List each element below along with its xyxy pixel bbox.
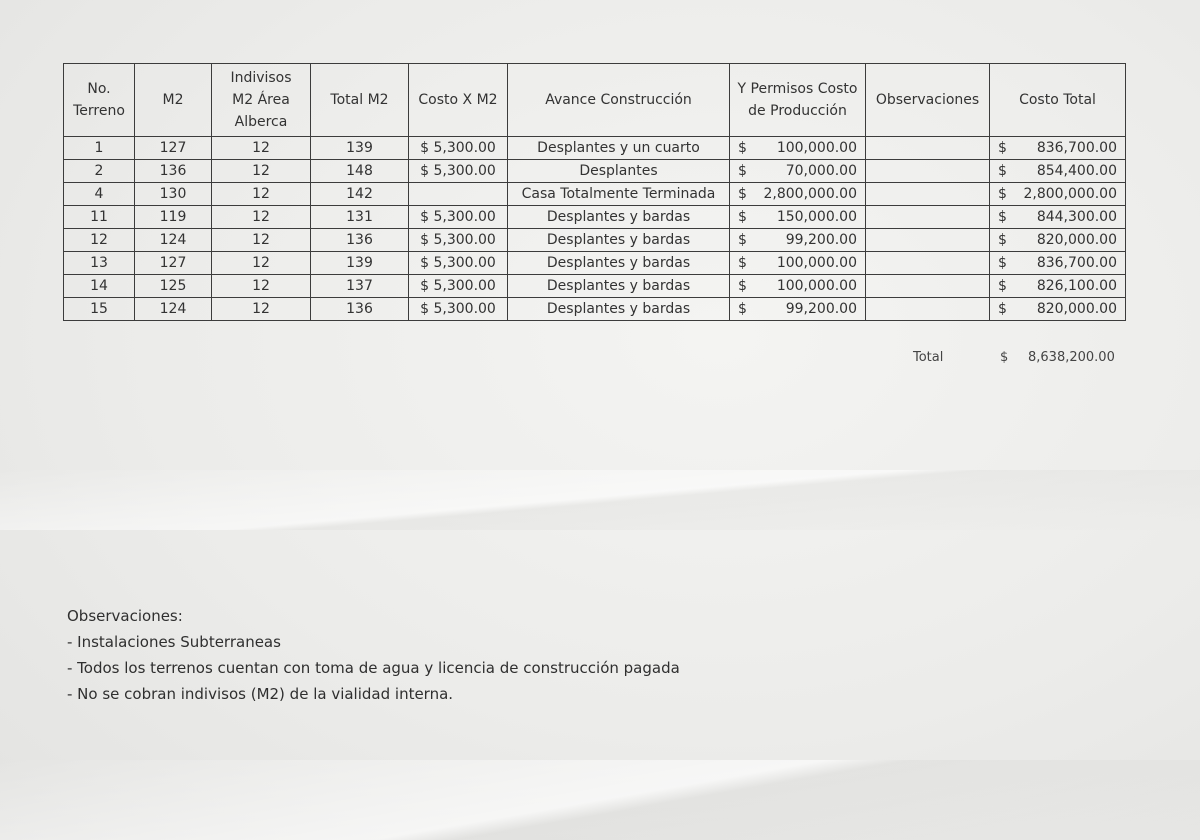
cell-costo-total — [990, 137, 1126, 160]
amount: 836,700.00 — [1036, 140, 1117, 156]
amount: 100,000.00 — [776, 140, 857, 156]
cell-permisos-costo — [730, 298, 866, 321]
money-value — [994, 206, 1121, 228]
amount: 820,000.00 — [1036, 301, 1117, 317]
cell-costo-total — [990, 229, 1126, 252]
currency-sign: $ — [998, 186, 1007, 202]
cell-costo-total — [990, 160, 1126, 183]
cell-total-m2: 136 — [311, 229, 409, 252]
header-permisos-line1: Y Permisos Costo — [737, 81, 858, 97]
cell-avance: Desplantes — [508, 160, 730, 183]
cell-m2: 127 — [135, 252, 212, 275]
cell-m2: 127 — [135, 137, 212, 160]
cell-permisos-costo — [730, 137, 866, 160]
currency-sign: $ — [738, 140, 747, 156]
notes-title: Observaciones: — [67, 607, 183, 625]
cell-total-m2: 137 — [311, 275, 409, 298]
cell-total-m2: 142 — [311, 183, 409, 206]
cell-indivisos: 12 — [212, 229, 311, 252]
amount: 100,000.00 — [776, 278, 857, 294]
header-indivisos-line1: Indivisos — [230, 70, 292, 86]
header-indivisos — [212, 64, 311, 137]
cell-terreno: 2 — [64, 160, 135, 183]
currency-sign: $ — [998, 278, 1007, 294]
cell-total-m2: 148 — [311, 160, 409, 183]
header-costo-total: Costo Total — [990, 64, 1126, 137]
cell-terreno: 4 — [64, 183, 135, 206]
header-permisos-costo — [730, 64, 866, 137]
observaciones-notes — [67, 603, 680, 707]
cell-avance: Desplantes y bardas — [508, 252, 730, 275]
cell-m2: 125 — [135, 275, 212, 298]
currency-sign: $ — [738, 255, 747, 271]
header-no-terreno-line2: Terreno — [73, 103, 125, 119]
currency-sign: $ — [998, 255, 1007, 271]
cell-avance: Desplantes y bardas — [508, 298, 730, 321]
table-body — [64, 137, 1126, 321]
cell-costo-x-m2: $ 5,300.00 — [409, 160, 508, 183]
currency-sign: $ — [738, 186, 747, 202]
table-row — [64, 252, 1126, 275]
cell-total-m2: 139 — [311, 137, 409, 160]
header-observaciones: Observaciones — [866, 64, 990, 137]
amount: 2,800,000.00 — [763, 186, 857, 202]
money-value — [734, 229, 861, 251]
grand-total-value: 8,638,200.00 — [1028, 350, 1115, 365]
cell-permisos-costo — [730, 183, 866, 206]
grand-total — [913, 350, 1115, 365]
paper-fold-shadow — [0, 760, 1200, 840]
cell-m2: 119 — [135, 206, 212, 229]
cell-costo-x-m2: $ 5,300.00 — [409, 298, 508, 321]
cell-costo-x-m2 — [409, 183, 508, 206]
header-avance-construccion: Avance Construcción — [508, 64, 730, 137]
money-value — [734, 252, 861, 274]
currency-sign: $ — [738, 209, 747, 225]
cell-permisos-costo — [730, 160, 866, 183]
cell-m2: 130 — [135, 183, 212, 206]
notes-item: - Instalaciones Subterraneas — [67, 633, 281, 651]
header-m2: M2 — [135, 64, 212, 137]
cell-avance: Desplantes y bardas — [508, 229, 730, 252]
cell-terreno: 12 — [64, 229, 135, 252]
cell-m2: 136 — [135, 160, 212, 183]
header-no-terreno-line1: No. — [87, 81, 111, 97]
money-value — [734, 137, 861, 159]
cell-observaciones — [866, 137, 990, 160]
money-value — [734, 298, 861, 320]
notes-item: - Todos los terrenos cuentan con toma de agua y licencia de construcción pagada — [67, 659, 680, 677]
currency-sign: $ — [998, 301, 1007, 317]
cell-m2: 124 — [135, 229, 212, 252]
cell-avance: Desplantes y bardas — [508, 275, 730, 298]
amount: 99,200.00 — [785, 301, 857, 317]
cell-indivisos: 12 — [212, 160, 311, 183]
cell-observaciones — [866, 183, 990, 206]
cell-permisos-costo — [730, 252, 866, 275]
money-value — [994, 183, 1121, 205]
header-indivisos-line3: Alberca — [234, 114, 288, 130]
currency-sign: $ — [998, 232, 1007, 248]
cell-indivisos: 12 — [212, 206, 311, 229]
cell-costo-total — [990, 206, 1126, 229]
currency-sign: $ — [998, 140, 1007, 156]
table-row — [64, 137, 1126, 160]
cell-observaciones — [866, 206, 990, 229]
cell-observaciones — [866, 275, 990, 298]
amount: 100,000.00 — [776, 255, 857, 271]
cell-observaciones — [866, 229, 990, 252]
cell-total-m2: 136 — [311, 298, 409, 321]
currency-sign: $ — [998, 209, 1007, 225]
cell-costo-total — [990, 183, 1126, 206]
cell-permisos-costo — [730, 206, 866, 229]
cell-observaciones — [866, 298, 990, 321]
cell-indivisos: 12 — [212, 137, 311, 160]
header-permisos-line2: de Producción — [748, 103, 847, 119]
currency-sign: $ — [738, 232, 747, 248]
notes-item: - No se cobran indivisos (M2) de la vialidad interna. — [67, 685, 454, 703]
cell-costo-x-m2: $ 5,300.00 — [409, 206, 508, 229]
currency-sign: $ — [738, 163, 747, 179]
table-row — [64, 206, 1126, 229]
table-row — [64, 160, 1126, 183]
cell-m2: 124 — [135, 298, 212, 321]
cell-indivisos: 12 — [212, 275, 311, 298]
table-row — [64, 298, 1126, 321]
cell-costo-total — [990, 252, 1126, 275]
grand-total-currency: $ — [1000, 350, 1009, 365]
cell-indivisos: 12 — [212, 252, 311, 275]
paper-fold-shadow — [0, 470, 1200, 530]
header-indivisos-line2: M2 Área — [232, 92, 290, 108]
money-value — [994, 275, 1121, 297]
money-value — [734, 275, 861, 297]
cell-costo-x-m2: $ 5,300.00 — [409, 275, 508, 298]
cell-observaciones — [866, 252, 990, 275]
cell-total-m2: 139 — [311, 252, 409, 275]
money-value — [994, 252, 1121, 274]
cell-indivisos: 12 — [212, 298, 311, 321]
table-header — [64, 64, 1126, 137]
cell-terreno: 13 — [64, 252, 135, 275]
amount: 150,000.00 — [776, 209, 857, 225]
money-value — [734, 160, 861, 182]
header-row — [64, 64, 1126, 137]
header-costo-x-m2: Costo X M2 — [409, 64, 508, 137]
cell-permisos-costo — [730, 229, 866, 252]
amount: 820,000.00 — [1036, 232, 1117, 248]
money-value — [994, 229, 1121, 251]
amount: 844,300.00 — [1036, 209, 1117, 225]
amount: 836,700.00 — [1036, 255, 1117, 271]
money-value — [994, 137, 1121, 159]
currency-sign: $ — [738, 301, 747, 317]
amount: 99,200.00 — [785, 232, 857, 248]
amount: 854,400.00 — [1036, 163, 1117, 179]
lots-cost-table — [63, 63, 1126, 321]
cell-costo-total — [990, 275, 1126, 298]
cell-terreno: 15 — [64, 298, 135, 321]
cell-costo-x-m2: $ 5,300.00 — [409, 137, 508, 160]
cell-terreno: 1 — [64, 137, 135, 160]
header-total-m2: Total M2 — [311, 64, 409, 137]
cell-avance: Desplantes y bardas — [508, 206, 730, 229]
currency-sign: $ — [738, 278, 747, 294]
cell-total-m2: 131 — [311, 206, 409, 229]
cell-avance: Casa Totalmente Terminada — [508, 183, 730, 206]
cell-avance: Desplantes y un cuarto — [508, 137, 730, 160]
money-value — [994, 298, 1121, 320]
amount: 70,000.00 — [785, 163, 857, 179]
cell-terreno: 11 — [64, 206, 135, 229]
cell-costo-total — [990, 298, 1126, 321]
amount: 826,100.00 — [1036, 278, 1117, 294]
cell-costo-x-m2: $ 5,300.00 — [409, 252, 508, 275]
amount: 2,800,000.00 — [1023, 186, 1117, 202]
currency-sign: $ — [998, 163, 1007, 179]
cell-costo-x-m2: $ 5,300.00 — [409, 229, 508, 252]
header-no-terreno — [64, 64, 135, 137]
cell-indivisos: 12 — [212, 183, 311, 206]
money-value — [734, 206, 861, 228]
table-row — [64, 275, 1126, 298]
cell-permisos-costo — [730, 275, 866, 298]
cell-observaciones — [866, 160, 990, 183]
cell-terreno: 14 — [64, 275, 135, 298]
table-row — [64, 229, 1126, 252]
table-row — [64, 183, 1126, 206]
grand-total-label: Total — [913, 350, 944, 365]
money-value — [994, 160, 1121, 182]
money-value — [734, 183, 861, 205]
